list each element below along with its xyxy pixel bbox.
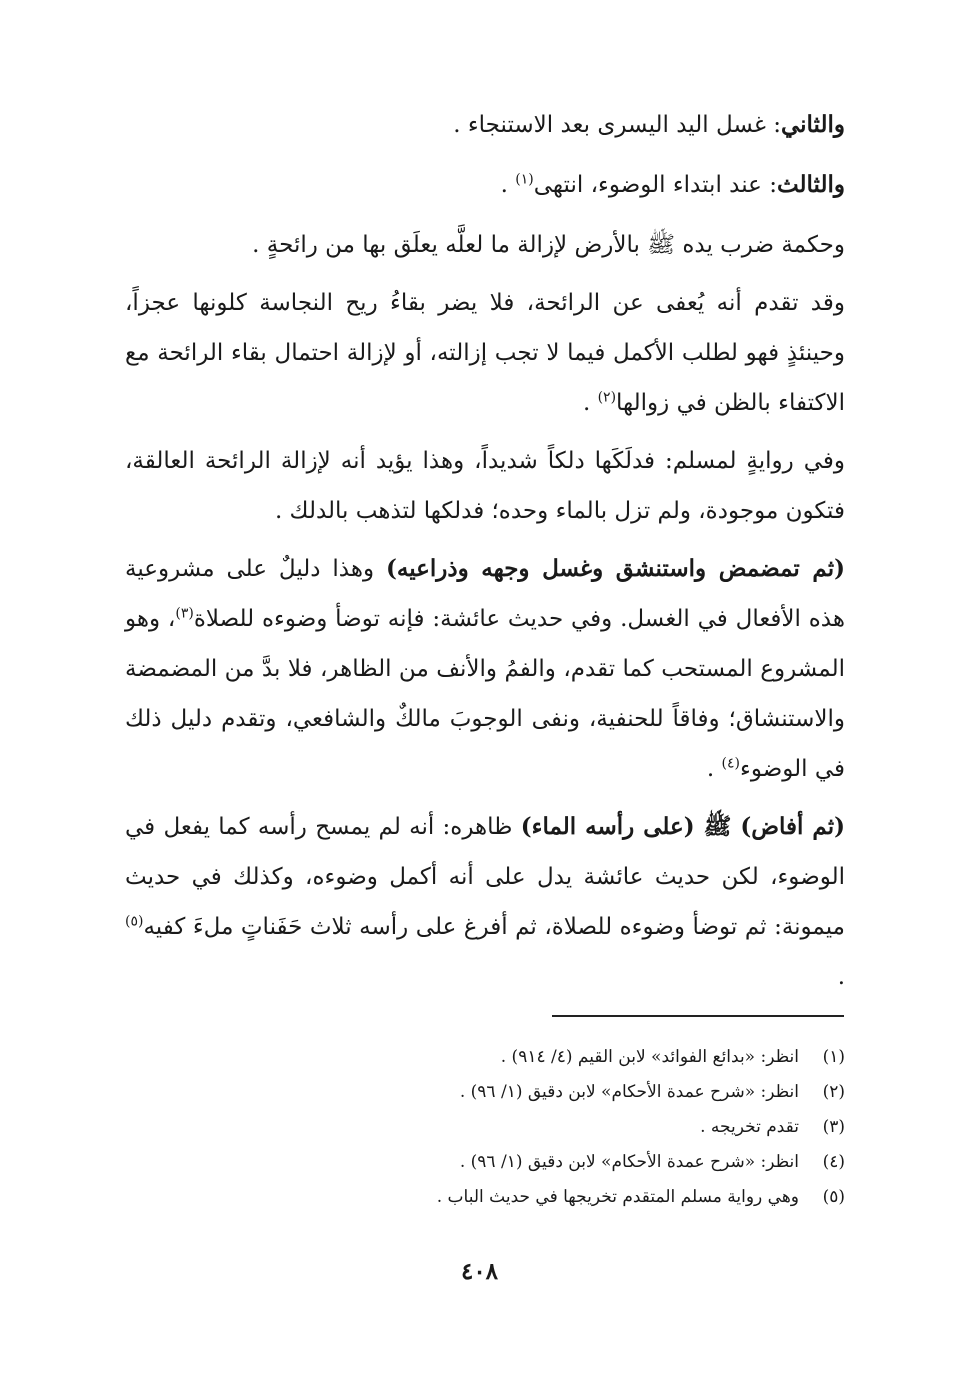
footnote-item xyxy=(125,1040,845,1075)
footnote-ref: (٤) xyxy=(721,755,741,772)
paragraph-tail: . xyxy=(500,172,516,198)
paragraph-text: وفي روايةٍ لمسلم: فدلَكَها دلكاً شديداً، وهذا يؤيد أنه لإزالة الرائحة العالقة، فتكون موجودة، ولم تزل بالماء وحده؛ فدلكها لتذهب بالدلك . xyxy=(125,448,845,524)
paragraph-text: وقد تقدم أنه يُعفى عن الرائحة، فلا يضر بقاءُ ريح النجاسة كلونها عجزاً، وحينئذٍ فهو لطلب الأكمل فيما لا تجب إزالته، أو لإزالة احتمال بقاء الرائحة مع الاكتفاء بالظن في زوالها xyxy=(125,290,845,416)
paragraph-lead: والثالث xyxy=(776,171,845,198)
paragraph-text: ، وهو المشروع المستحب كما تقدم، والفمُ والأنف من الظاهر، فلا بدَّ من المضمضة والاستنشاق؛ وفاقاً للحنفية، ونفى الوجوبَ مالكٌ والشافعي، وتقدم دليل ذلك في الوضوء xyxy=(125,606,845,782)
paragraph-lead: (ثم أفاض) ﷺ (على رأسه الماء) xyxy=(520,813,845,840)
footnote-ref: (٢) xyxy=(597,389,617,406)
footnote-item xyxy=(125,1110,845,1145)
footnote-separator xyxy=(552,1015,844,1017)
footnote-text: وهي رواية مسلم المتقدم تخريجها في حديث الباب . xyxy=(436,1187,799,1207)
paragraph-madmada xyxy=(125,544,845,794)
paragraph-tail: . xyxy=(582,390,598,416)
footnote-text: انظر: «بدائع الفوائد» لابن القيم (٤/ ٩١٤) . xyxy=(500,1047,799,1067)
footnote-number: (٢) xyxy=(822,1082,845,1102)
paragraph-afada xyxy=(125,802,845,1002)
paragraph-text: ظاهره: أنه لم يمسح رأسه كما يفعل في الوضوء، لكن حديث عائشة يدل على أنه أكمل وضوءه، وكذلك في حديث ميمونة: ثم توضأ وضوءه للصلاة، ثم أفرغ على رأسه ثلاث حَفَناتٍ ملءَ كفيه xyxy=(125,814,845,940)
paragraph-third xyxy=(125,160,845,210)
paragraph-muslim xyxy=(125,436,845,536)
paragraph-wisdom xyxy=(125,220,845,270)
page-number: ٤٠٨ xyxy=(460,1258,499,1285)
main-text xyxy=(125,100,845,1010)
footnotes xyxy=(125,1040,845,1215)
footnote-number: (٤) xyxy=(822,1152,845,1172)
footnote-item xyxy=(125,1145,845,1180)
paragraph-text: وهذا دليلٌ على مشروعية هذه الأفعال في الغسل. وفي حديث عائشة: فإنه توضأ وضوءه للصلاة xyxy=(125,556,845,632)
paragraph-text: : غسل اليد اليسرى بعد الاستنجاء . xyxy=(453,112,781,138)
paragraph-lead: والثاني xyxy=(780,111,845,138)
footnote-number: (٣) xyxy=(822,1117,845,1137)
paragraph-smell xyxy=(125,278,845,428)
footnote-text: تقدم تخريجه . xyxy=(700,1117,799,1137)
footnote-number: (١) xyxy=(822,1047,845,1067)
footnote-ref: (١) xyxy=(515,171,534,188)
footnote-item xyxy=(125,1075,845,1110)
footnote-item xyxy=(125,1180,845,1215)
paragraph-text: : عند ابتداء الوضوء، انتهى xyxy=(533,172,777,198)
footnote-text: انظر: «شرح عمدة الأحكام» لابن دقيق (١/ ٩٦) . xyxy=(459,1082,799,1102)
paragraph-tail: . xyxy=(837,964,845,990)
paragraph-second xyxy=(125,100,845,150)
footnote-ref: (٥) xyxy=(125,913,144,930)
paragraph-lead: (ثم تمضمض واستنشق وغسل وجهه وذراعيه) xyxy=(385,555,845,582)
footnote-text: انظر: «شرح عمدة الأحكام» لابن دقيق (١/ ٩٦) . xyxy=(459,1152,799,1172)
paragraph-text: وحكمة ضرب يده ﷺ بالأرض لإزالة ما لعلَّه يعلَق بها من رائحةٍ . xyxy=(252,232,845,258)
footnote-ref: (٣) xyxy=(175,605,194,622)
paragraph-tail: . xyxy=(706,756,722,782)
footnote-number: (٥) xyxy=(822,1187,845,1207)
